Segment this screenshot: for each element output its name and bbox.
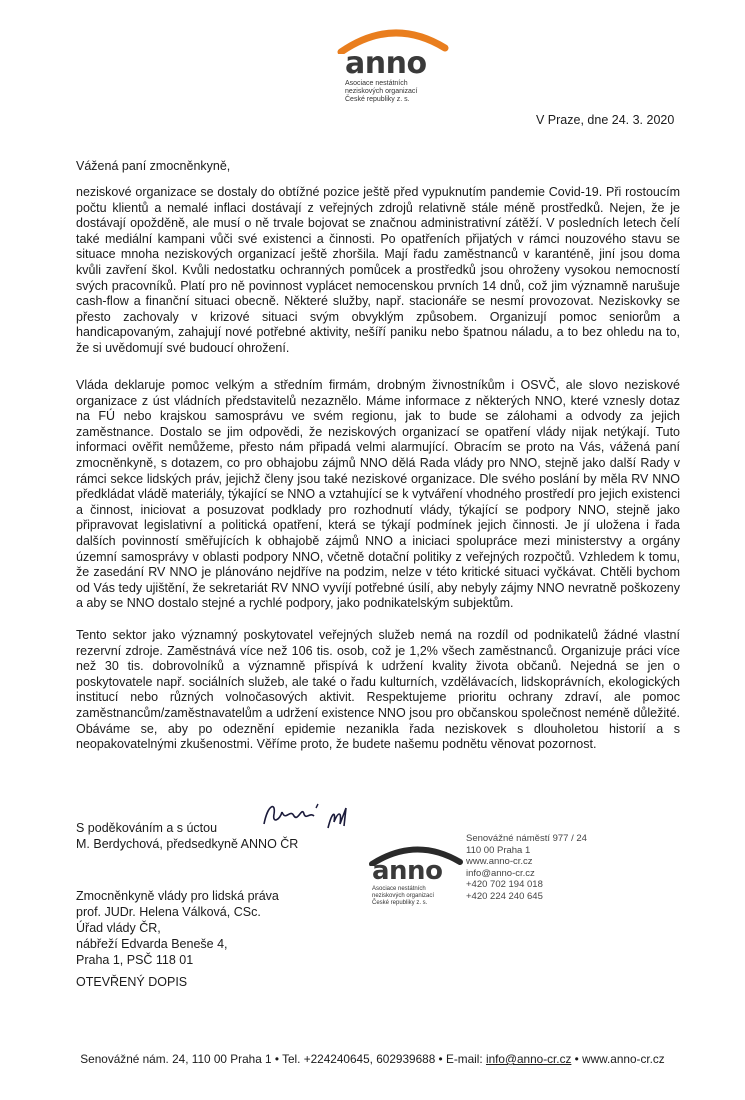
stamp-wordmark: anno — [372, 856, 443, 886]
anno-logo — [333, 24, 453, 110]
stamp-subtitle: Asociace nestátních neziskových organizací České republiky z. s. — [372, 886, 435, 906]
footer-address: Senovážné nám. 24, 110 00 Praha 1 — [80, 1052, 272, 1066]
logo-subtitle: Asociace nestátních neziskových organizací České republiky z. s. — [345, 80, 418, 103]
bullet-icon: • — [274, 1052, 283, 1066]
letter-type: OTEVŘENÝ DOPIS — [76, 975, 188, 989]
bullet-icon: • — [438, 1052, 446, 1066]
footer-web-link[interactable]: www.anno-cr.cz — [582, 1052, 665, 1066]
stamp-logo — [366, 842, 466, 914]
footer-phone: Tel. +224240645, 602939688 — [282, 1052, 436, 1066]
footer-email-label: E-mail: — [445, 1052, 483, 1066]
recipient-address: Zmocněnkyně vlády pro lidská práva prof. JUDr. Helena Válková, CSc. Úřad vlády ČR, nábřeží Edvarda Beneše 4, Praha 1, PSČ 118 01 — [76, 889, 279, 967]
bullet-icon: • — [574, 1052, 583, 1066]
body-paragraph-2: Vláda deklaruje pomoc velkým a středním firmám, drobným živnostníkům i OSVČ, ale slovo neziskové organizace z úst vládních představitelů nezaznělo. Máme informace z některých NNO, které vznesly dotaz na FÚ nebo krajskou samosprávu ve svém regionu, jak to bude se zálohami a odvody za jejich zaměstnance. Dostalo se jim odpovědi, že neziskových organizací se opatření vlády nijak netýkají. Tuto informaci ověřit nemůžeme, přesto nám připadá velmi alarmující. Obracím se proto na Vás, vážená paní zmocněnkyně, s dotazem, co pro obhajobu zájmů NNO dělá Rada vlády pro NNO, stejně jako další Rady v rámci sekce lidských práv, jejichž členy jsou také neziskové organizace. Dle svého poslání by měla RV NNO předkládat vládě materiály, týkající se NNO a vztahující se k vytváření vhodného prostředí pro jejich existenci a činnost, iniciovat a posuzovat podklady pro rozhodnutí vlády, týkající se podpory NNO, stejně jako připravovat legislativní a politická opatření, která se týkají podmínek jejich činnosti. Je jí uložena i řada dalších povinností směřujících k obhajobě zájmů NNO a iniciaci spolupráce mezi ministerstvy a orgány územní samosprávy v oblasti podpory NNO, včetně dotační politiky z veřejných rozpočtů. Vzhledem k tomu, že zasedání RV NNO je plánováno nejdříve na podzim, nelze v této kritické situaci vyčkávat. Chtěli bychom od Vás tedy ujištění, že sekretariát RV NNO vyvíjí potřebné úsilí, aby nebyly zájmy NNO nevratně poškozeny a aby se NNO dostalo stejné a rychlé podpory, jako podnikatelským subjektům. — [76, 378, 680, 611]
letter-date: V Praze, dne 24. 3. 2020 — [536, 113, 675, 127]
handwritten-signature — [258, 794, 378, 844]
body-paragraph-3: Tento sektor jako významný poskytovatel veřejných služeb nemá na rozdíl od podnikatelů žádné vlastní rezervní zdroje. Zaměstnává více než 106 tis. osob, což je 1,2% všech zaměstnanců. Organizuje práci více než 30 tis. dobrovolníků a významně přispívá k udržení kvality života občanů. Nejedná se jen o poskytovatele např. sociálních služeb, ale také o řadu kulturních, vzdělávacích, lidskoprávních, ekologických institucí nebo různých volnočasových aktivit. Respektujeme prioritu ochrany zdraví, ale pomoc zaměstnancům/zaměstnavatelům a udržení existence NNO jsou pro občanskou společnost neméně důležité. Obáváme se, aby po odeznění epidemie nezanikla řada neziskovek s dlouholetou historií a s neopakovatelnými zkušenostmi. Věříme proto, že budete našemu podnětu věnovat pozornost. — [76, 628, 680, 752]
signatory: M. Berdychová, předsedkyně ANNO ČR — [76, 837, 299, 851]
stamp-contact: Senovážné náměstí 977 / 24 110 00 Praha 1 www.anno-cr.cz info@anno-cr.cz +420 702 194 018 +420 224 240 645 — [466, 833, 587, 902]
body-paragraph-1: neziskové organizace se dostaly do obtížné pozice ještě před vypuknutím pandemie Covid-19. Při rostoucím počtu klientů a nemalé inflaci dostávají z veřejných zdrojů relativně stále méně prostředků. Nejen, že je dostávají opožděně, ale musí o ně trvale bojovat se značnou administrativní zátěží. V posledních letech čelí také mediální kampani vůči své existenci a činnosti. Po opatřeních přijatých v rámci nouzového stavu se situace mnoha neziskových organizací ještě zhoršila. Mají řadu zaměstnanců v karanténě, jiní jsou doma kvůli zavření škol. Kvůli nedostatku ochranných pomůcek a prostředků jsou ohroženy vysokou nemocností svých pracovníků. Platí pro ně povinnost vyplácet nemocenskou prvních 14 dnů, což jim významně narušuje cash-flow a finanční situaci obecně. Některé služby, např. stacionáře se nesmí provozovat. Neziskovky se přesto zachovaly v krizové situaci svým obvyklým způsobem. Organizují pomoc seniorům a handicapovaným, zahajují nové potřebné aktivity, nešíří paniku nebo špatnou náladu, a to bez ohledu na to, že si uvědomují své budoucí ohrožení. — [76, 185, 680, 355]
closing-line: S poděkováním a s úctou — [76, 821, 218, 835]
footer-email-link[interactable]: info@anno-cr.cz — [485, 1052, 572, 1066]
logo-wordmark: anno — [345, 46, 427, 81]
footer — [0, 1052, 745, 1066]
salutation: Vážená paní zmocněnkyně, — [76, 159, 231, 173]
